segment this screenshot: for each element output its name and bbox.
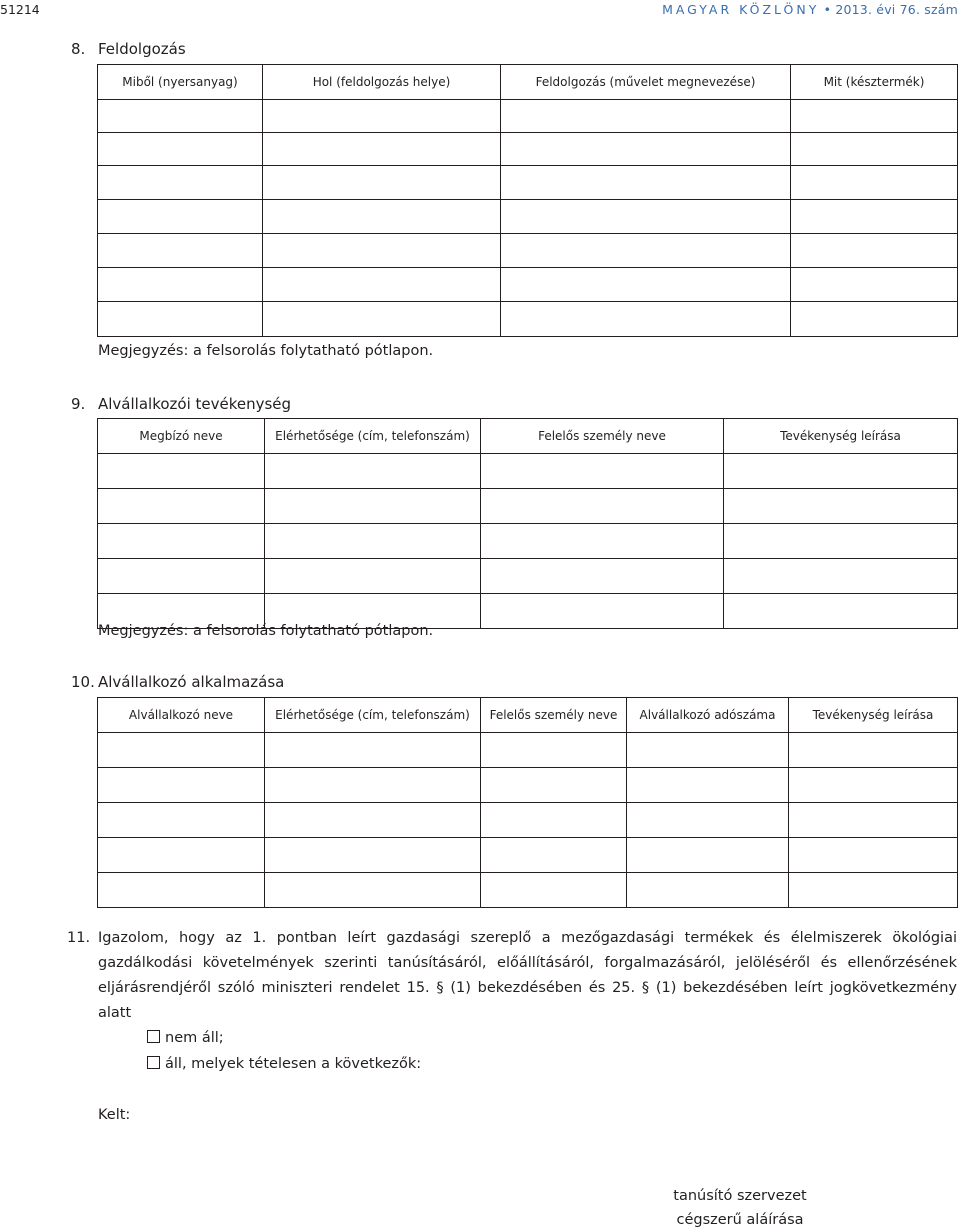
- table-cell[interactable]: [265, 768, 481, 803]
- checkbox-icon[interactable]: [147, 1030, 160, 1043]
- table-cell[interactable]: [789, 733, 958, 768]
- table-row: [98, 133, 958, 166]
- column-header: Felelős személy neve: [481, 419, 724, 454]
- checkbox-icon[interactable]: [147, 1056, 160, 1069]
- table-row: [98, 524, 958, 559]
- table-cell[interactable]: [265, 524, 481, 559]
- table-cell[interactable]: [627, 838, 789, 873]
- option-label: nem áll;: [165, 1030, 224, 1046]
- table-cell[interactable]: [481, 594, 724, 629]
- table-cell[interactable]: [501, 234, 791, 268]
- table-cell[interactable]: [265, 559, 481, 594]
- journal-title: MAGYAR KÖZLÖNY: [662, 2, 820, 17]
- table-row: [98, 166, 958, 200]
- column-header: Felelős személy neve: [481, 698, 627, 733]
- column-header: Mit (késztermék): [791, 65, 958, 100]
- date-label: Kelt:: [98, 1107, 131, 1123]
- table-cell[interactable]: [98, 559, 265, 594]
- table-cell[interactable]: [724, 559, 958, 594]
- table-cell[interactable]: [265, 733, 481, 768]
- table-cell[interactable]: [98, 268, 263, 302]
- table-cell[interactable]: [789, 803, 958, 838]
- table-cell[interactable]: [98, 873, 265, 908]
- header-bullet: •: [823, 2, 832, 17]
- table-row: [98, 768, 958, 803]
- table-cell[interactable]: [789, 838, 958, 873]
- table-cell[interactable]: [98, 768, 265, 803]
- table-row: [98, 733, 958, 768]
- table-cell[interactable]: [263, 234, 501, 268]
- declaration-text: Igazolom, hogy az 1. pontban leírt gazdasági szereplő a mezőgazdasági termékek és élelmiszerek ökológiai gazdálkodási követelmények szerinti tanúsításáról, előállításáról, forgalmazásáról, jelöléséről és ellenőrzésének eljárásrendjéről szóló miniszteri rendelet 15. § (1) bekezdésében és 25. § (1) bekezdésében leírt jogkövetkezmény alatt: [98, 930, 957, 1021]
- declaration: [67, 926, 957, 1026]
- table-cell[interactable]: [98, 133, 263, 166]
- column-header: Alvállalkozó neve: [98, 698, 265, 733]
- table-cell[interactable]: [627, 768, 789, 803]
- table-cell[interactable]: [98, 166, 263, 200]
- column-header: Feldolgozás (művelet megnevezése): [501, 65, 791, 100]
- table-cell[interactable]: [481, 873, 627, 908]
- table-cell[interactable]: [98, 234, 263, 268]
- table-cell[interactable]: [98, 200, 263, 234]
- table-cell[interactable]: [481, 838, 627, 873]
- table-cell[interactable]: [263, 100, 501, 133]
- table-row: [98, 200, 958, 234]
- journal-header: [662, 0, 958, 20]
- signature-line-2: cégszerű aláírása: [676, 1212, 804, 1228]
- table-cell[interactable]: [263, 133, 501, 166]
- issue-label: 2013. évi 76. szám: [835, 2, 958, 17]
- section-11-number: 11.: [67, 930, 91, 946]
- column-header: Elérhetősége (cím, telefonszám): [265, 698, 481, 733]
- option-not-subject[interactable]: [147, 1030, 224, 1046]
- section-10-title: 10. Alvállalkozó alkalmazása: [71, 673, 285, 691]
- table-row: [98, 100, 958, 133]
- table-cell[interactable]: [501, 268, 791, 302]
- table-cell[interactable]: [481, 454, 724, 489]
- table-cell[interactable]: [724, 524, 958, 559]
- column-header: Tevékenység leírása: [789, 698, 958, 733]
- processing-table: [97, 64, 958, 337]
- table-row: [98, 302, 958, 337]
- section-8-title: 8. Feldolgozás: [71, 40, 186, 58]
- signature-block: [650, 1184, 830, 1232]
- page-number: 51214: [0, 2, 40, 17]
- table-cell[interactable]: [98, 454, 265, 489]
- table-cell[interactable]: [481, 733, 627, 768]
- table-cell[interactable]: [501, 133, 791, 166]
- table-cell[interactable]: [791, 133, 958, 166]
- table-cell[interactable]: [98, 803, 265, 838]
- section-8-note: Megjegyzés: a felsorolás folytatható pótlapon.: [98, 343, 434, 359]
- section-9-title: 9. Alvállalkozói tevékenység: [71, 395, 292, 413]
- table-row: [98, 559, 958, 594]
- table-cell[interactable]: [263, 302, 501, 337]
- table-cell[interactable]: [481, 489, 724, 524]
- table-row: [98, 873, 958, 908]
- column-header: Megbízó neve: [98, 419, 265, 454]
- table-cell[interactable]: [791, 100, 958, 133]
- table-cell[interactable]: [98, 302, 263, 337]
- table-cell[interactable]: [791, 200, 958, 234]
- table-row: [98, 803, 958, 838]
- signature-line-1: tanúsító szervezet: [673, 1188, 807, 1204]
- table-cell[interactable]: [791, 234, 958, 268]
- section-9-note: Megjegyzés: a felsorolás folytatható pótlapon.: [98, 623, 434, 639]
- table-cell[interactable]: [263, 166, 501, 200]
- table-cell[interactable]: [98, 524, 265, 559]
- table-cell[interactable]: [627, 733, 789, 768]
- table-cell[interactable]: [501, 166, 791, 200]
- column-header: Tevékenység leírása: [724, 419, 958, 454]
- table-cell[interactable]: [481, 803, 627, 838]
- subcontractor-activity-table: [97, 418, 958, 629]
- table-cell[interactable]: [724, 594, 958, 629]
- subcontractor-table: [97, 697, 958, 908]
- column-header: Hol (feldolgozás helye): [263, 65, 501, 100]
- table-cell[interactable]: [265, 489, 481, 524]
- table-cell[interactable]: [265, 803, 481, 838]
- table-cell[interactable]: [501, 302, 791, 337]
- table-row: [98, 234, 958, 268]
- table-cell[interactable]: [265, 454, 481, 489]
- table-cell[interactable]: [265, 838, 481, 873]
- column-header: Alvállalkozó adószáma: [627, 698, 789, 733]
- table-cell[interactable]: [791, 166, 958, 200]
- table-cell[interactable]: [791, 268, 958, 302]
- table-row: [98, 268, 958, 302]
- table-row: [98, 454, 958, 489]
- table-cell[interactable]: [789, 873, 958, 908]
- table-cell[interactable]: [481, 559, 724, 594]
- table-cell[interactable]: [627, 873, 789, 908]
- table-cell[interactable]: [724, 489, 958, 524]
- table-cell[interactable]: [501, 200, 791, 234]
- column-header: Miből (nyersanyag): [98, 65, 263, 100]
- table-cell[interactable]: [98, 733, 265, 768]
- column-header: Elérhetősége (cím, telefonszám): [265, 419, 481, 454]
- table-cell[interactable]: [263, 268, 501, 302]
- table-cell[interactable]: [481, 524, 724, 559]
- table-cell[interactable]: [789, 768, 958, 803]
- option-label: áll, melyek tételesen a következők:: [165, 1056, 422, 1072]
- table-cell[interactable]: [265, 873, 481, 908]
- option-subject[interactable]: [147, 1056, 421, 1072]
- table-cell[interactable]: [501, 100, 791, 133]
- table-cell[interactable]: [98, 838, 265, 873]
- table-cell[interactable]: [98, 100, 263, 133]
- table-cell[interactable]: [481, 768, 627, 803]
- table-cell[interactable]: [791, 302, 958, 337]
- table-cell[interactable]: [98, 489, 265, 524]
- table-cell[interactable]: [627, 803, 789, 838]
- table-cell[interactable]: [263, 200, 501, 234]
- table-row: [98, 489, 958, 524]
- table-cell[interactable]: [724, 454, 958, 489]
- table-row: [98, 838, 958, 873]
